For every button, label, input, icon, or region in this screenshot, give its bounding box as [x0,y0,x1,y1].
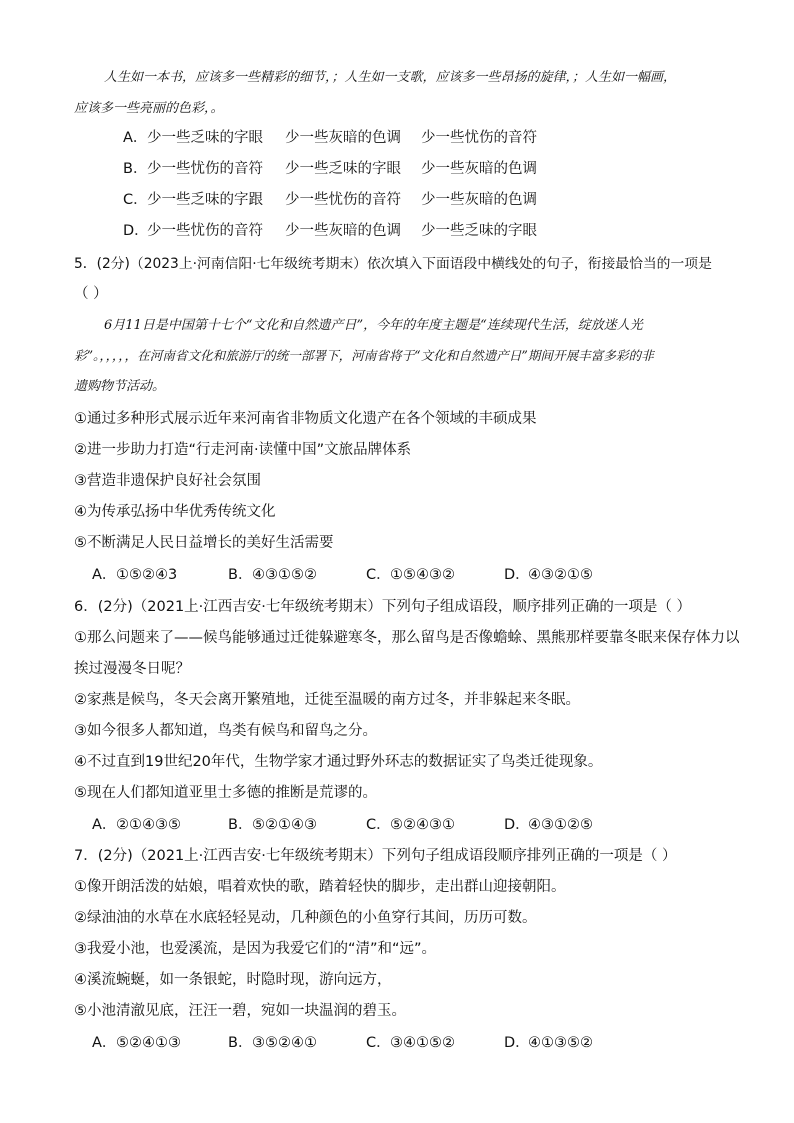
q6-item-2: ②家燕是候鸟，冬天会离开繁殖地，迁徙至温暖的南方过冬，并非躲起来冬眠。 [74,692,580,708]
q5-answer-options: A．①⑤②④3 B．④③①⑤② C．①⑤④③② D．④③②①⑤ [92,567,593,583]
q7-item-4: ④溪流蜿蜒，如一条银蛇，时隐时现，游向远方， [74,972,392,988]
q6-item-3: ③如今很多人都知道，鸟类有候鸟和留鸟之分。 [74,723,377,739]
q6-item-1: ①那么问题来了——候鸟能够通过迁徙躲避寒冬，那么留鸟是否像蟾蜍、黑熊那样要靠冬眠来保存体力以 [74,630,740,646]
q5-passage-line-3: 遗购物节活动。 [74,379,166,394]
q5-item-1: ①通过多种形式展示近年来河南省非物质文化遗产在各个领域的丰硕成果 [74,411,537,427]
q5-item-5: ⑤不断满足人民日益增长的美好生活需要 [74,535,334,551]
q7-item-3: ③我爱小池，也爱溪流，是因为我爱它们的“清”和“远”。 [74,941,437,957]
q4-passage-line-2: 应该多一些亮丽的色彩，。 [74,101,224,116]
q6-answer-options: A．②①④③⑤ B．⑤②①④③ C．⑤②④③① D．④③①②⑤ [92,817,593,833]
q7-answer-options: A．⑤②④①③ B．③⑤②④① C．③④①⑤② D．④①③⑤② [92,1035,593,1051]
q7-item-5: ⑤小池清澈见底，汪汪一碧，宛如一块温润的碧玉。 [74,1003,406,1019]
q7-item-1: ①像开朗活泼的姑娘，唱着欢快的歌，踏着轻快的脚步，走出群山迎接朝阳。 [74,879,566,895]
q5-answer-bracket: （ ） [74,286,108,302]
q4-option-b: B．少一些忧伤的音符 少一些乏味的字眼 少一些灰暗的色调 [123,161,537,177]
q4-passage-line-1: 人生如一本书，应该多一些精彩的细节，；人生如一支歌，应该多一些昂扬的旋律，；人生如一幅画， [104,70,677,85]
q5-passage-line-2: 彩”。，，，，，在河南省文化和旅游厅的统一部署下，河南省将于“文化和自然遗产日”期间开展丰富多彩的非 [74,348,654,363]
q6-stem: 6．(2分)（2021上·江西吉安·七年级统考期末）下列句子组成语段，顺序排列正确的一项是（ ） [74,599,691,615]
q5-item-3: ③营造非遗保护良好社会氛围 [74,473,261,489]
q6-item-4: ④不过直到19世纪20年代，生物学家才通过野外环志的数据证实了鸟类迁徙现象。 [74,754,603,770]
q5-item-4: ④为传承弘扬中华优秀传统文化 [74,504,276,520]
q4-option-d: D．少一些忧伤的音符 少一些灰暗的色调 少一些乏味的字眼 [123,223,537,239]
q4-option-c: C．少一些乏味的字跟 少一些忧伤的音符 少一些灰暗的色调 [123,192,537,208]
q6-item-5: ⑤现在人们都知道亚里士多德的推断是荒谬的。 [74,785,377,801]
q7-stem: 7．(2分)（2021上·江西吉安·七年级统考期末）下列句子组成语段顺序排列正确的一项是（ ） [74,848,677,864]
q4-option-a: A．少一些乏味的字眼 少一些灰暗的色调 少一些忧伤的音符 [123,130,537,146]
q5-stem: 5．(2分)（2023上·河南信阳·七年级统考期末）依次填入下面语段中横线处的句子，衔接最恰当的一项是 [74,256,712,272]
q5-item-2: ②进一步助力打造“行走河南·读懂中国”文旅品牌体系 [74,442,412,458]
q5-passage-line-1: 6月11日是中国第十七个“文化和自然遗产日”，今年的年度主题是“连续现代生活，绽放迷人光 [104,318,643,333]
q6-item-1-cont: 挨过漫漫冬日呢？ [74,661,190,677]
q7-item-2: ②绿油油的水草在水底轻轻晃动，几种颜色的小鱼穿行其间，历历可数。 [74,910,537,926]
